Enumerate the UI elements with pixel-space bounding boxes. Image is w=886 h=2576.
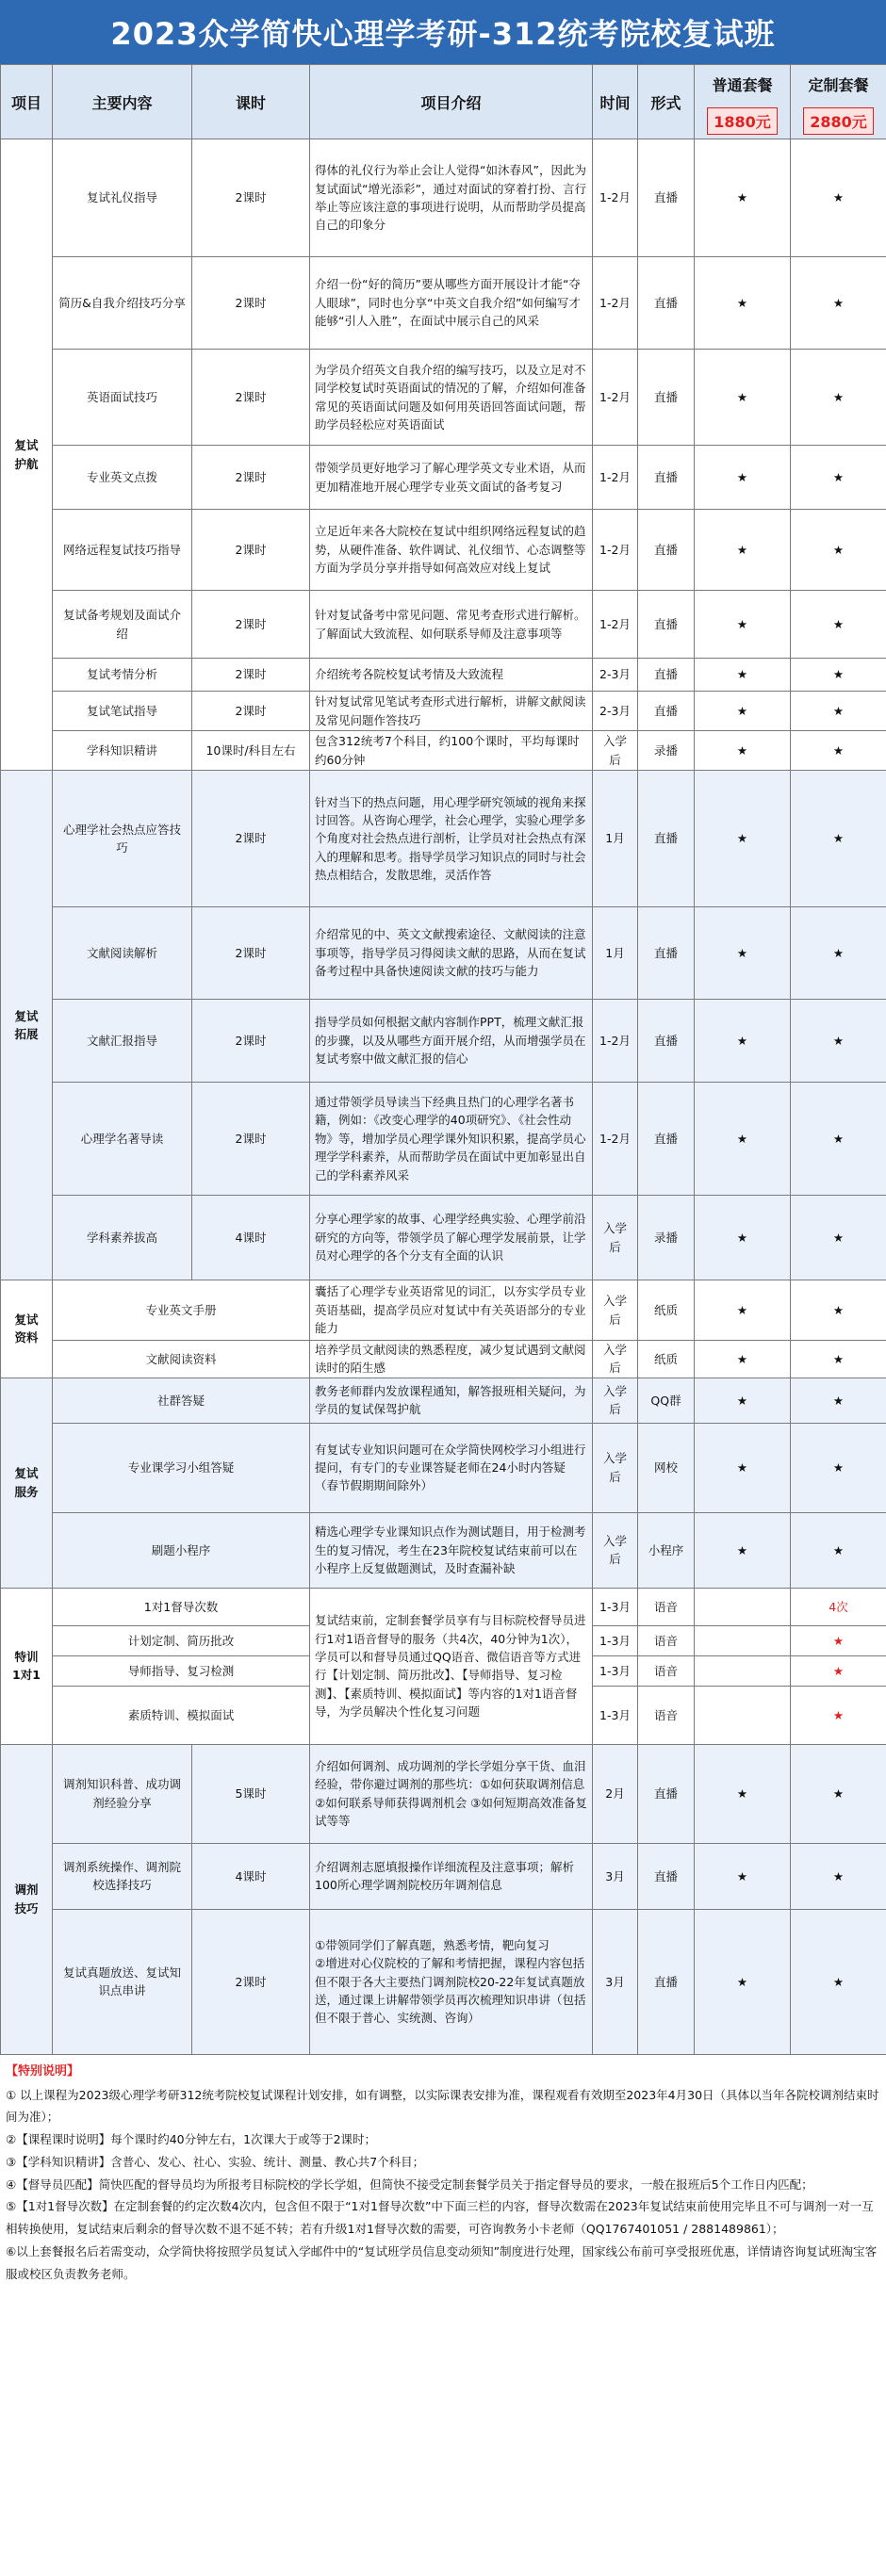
main-content-cell: 社群答疑: [53, 1378, 310, 1423]
intro-cell: 精选心理学专业课知识点作为测试题目，用于检测考生的复习情况，考生在23年院校复试结束前可以在小程序上反复做题测试，及时查漏补缺: [310, 1512, 593, 1588]
intro-cell: 为学员介绍英文自我介绍的编写技巧，以及立足对不同学校复试时英语面试的情况的了解，介绍如何准备常见的英语面试问题及如何用英语回答面试问题，帮助学员轻松应对英语面试: [310, 350, 593, 446]
intro-cell: 包含312统考7个科目，约100个课时，平均每课时约60分钟: [310, 731, 593, 771]
intro-cell: 介绍统考各院校复试考情及大致流程: [310, 659, 593, 692]
normal-package-cell: ★: [695, 771, 791, 907]
form-cell: 网校: [638, 1423, 695, 1512]
form-cell: 直播: [638, 1000, 695, 1083]
main-content-cell: 调剂系统操作、调剂院校选择技巧: [53, 1843, 192, 1909]
time-cell: 入学后: [593, 1341, 638, 1378]
form-cell: QQ群: [638, 1378, 695, 1423]
table-row: [1, 692, 886, 731]
hours-cell: 2课时: [192, 907, 310, 1000]
table-row: [1, 446, 886, 510]
header-hours: 课时: [192, 65, 310, 139]
main-content-cell: 专业英文点拨: [53, 446, 192, 510]
normal-package-cell: ★: [695, 1378, 791, 1423]
intro-cell: 分享心理学家的故事、心理学经典实验、心理学前沿研究的方向等，带领学员了解心理学发展前景，让学员对心理学的各个分支有全面的认识: [310, 1196, 593, 1280]
custom-package-cell: 4次: [791, 1588, 886, 1625]
form-cell: 直播: [638, 257, 695, 350]
intro-cell: 有复试专业知识问题可在众学简快网校学习小组进行提问，有专门的专业课答疑老师在24小时内答疑（春节假期期间除外）: [310, 1423, 593, 1512]
form-cell: 直播: [638, 1744, 695, 1843]
hours-cell: 2课时: [192, 257, 310, 350]
main-content-cell: 英语面试技巧: [53, 350, 192, 446]
form-cell: 直播: [638, 591, 695, 659]
time-cell: 1-2月: [593, 1083, 638, 1196]
time-cell: 入学后: [593, 1196, 638, 1280]
header-form: 形式: [638, 65, 695, 139]
hours-cell: 4课时: [192, 1196, 310, 1280]
main-content-cell: 复试考情分析: [53, 659, 192, 692]
custom-package-cell: ★: [791, 139, 886, 257]
form-cell: 录播: [638, 731, 695, 771]
form-cell: 小程序: [638, 1512, 695, 1588]
custom-package-cell: ★: [791, 350, 886, 446]
main-content-cell: 刷题小程序: [53, 1512, 310, 1588]
table-row: [1, 1000, 886, 1083]
main-content-cell: 复试笔试指导: [53, 692, 192, 731]
table-row: [1, 591, 886, 659]
form-cell: 直播: [638, 1909, 695, 2054]
normal-package-cell: ★: [695, 1196, 791, 1280]
note-item: ③【学科知识精讲】含普心、发心、社心、实验、统计、测量、教心共7个科目；: [6, 2154, 425, 2169]
normal-package-cell: ★: [695, 139, 791, 257]
form-cell: 直播: [638, 510, 695, 591]
custom-package-cell: ★: [791, 1378, 886, 1423]
normal-package-cell: [695, 1625, 791, 1655]
main-content-cell: 心理学名著导读: [53, 1083, 192, 1196]
header-item: 项目: [1, 65, 53, 139]
custom-package-cell: ★: [791, 1625, 886, 1655]
time-cell: 1-3月: [593, 1625, 638, 1655]
form-cell: 语音: [638, 1655, 695, 1686]
main-content-cell: 简历&自我介绍技巧分享: [53, 257, 192, 350]
hours-cell: 2课时: [192, 591, 310, 659]
hours-cell: 2课时: [192, 350, 310, 446]
main-content-cell: 文献阅读解析: [53, 907, 192, 1000]
intro-cell: 介绍调剂志愿填报操作详细流程及注意事项；解析100所心理学调剂院校历年调剂信息: [310, 1843, 593, 1909]
normal-package-cell: [695, 1655, 791, 1686]
intro-cell: 指导学员如何根据文献内容制作PPT，梳理文献汇报的步骤，以及从哪些方面开展介绍，从而增强学员在复试考察中做文献汇报的信心: [310, 1000, 593, 1083]
time-cell: 2-3月: [593, 659, 638, 692]
time-cell: 1-3月: [593, 1588, 638, 1625]
intro-cell: 介绍如何调剂、成功调剂的学长学姐分享干货、血泪经验，带你避过调剂的那些坑：①如何获取调剂信息 ②如何联系导师获得调剂机会 ③如何短期高效准备复试等等: [310, 1744, 593, 1843]
normal-package-cell: ★: [695, 350, 791, 446]
table-row: [1, 907, 886, 1000]
intro-cell: 介绍常见的中、英文文献搜索途径、文献阅读的注意事项等，指导学员习得阅读文献的思路，从而在复试备考过程中具备快速阅读文献的技巧与能力: [310, 907, 593, 1000]
form-cell: 直播: [638, 771, 695, 907]
hours-cell: 2课时: [192, 1083, 310, 1196]
form-cell: 录播: [638, 1196, 695, 1280]
time-cell: 1月: [593, 907, 638, 1000]
main-content-cell: 学科素养拔高: [53, 1196, 192, 1280]
custom-package-cell: ★: [791, 510, 886, 591]
time-cell: 1月: [593, 771, 638, 907]
normal-package-name: 普通套餐: [695, 65, 790, 103]
table-row: [1, 350, 886, 446]
hours-cell: 5课时: [192, 1744, 310, 1843]
notes-heading: 【特别说明】: [6, 2064, 80, 2079]
group-label: 复试 护航: [1, 139, 53, 771]
normal-package-cell: ★: [695, 1423, 791, 1512]
hours-cell: 2课时: [192, 692, 310, 731]
table-row: [1, 731, 886, 771]
form-cell: 直播: [638, 1083, 695, 1196]
header-custom-package: [791, 65, 886, 139]
note-item: ① 以上课程为2023级心理学考研312统考院校复试课程计划安排，如有调整，以实际课表安排为准，课程观看有效期至2023年4月30日（具体以当年各院校调剂结束时间为准）；: [6, 2087, 879, 2125]
main-content-cell: 导师指导、复习检测: [53, 1655, 310, 1686]
main-content-cell: 专业课学习小组答疑: [53, 1423, 310, 1512]
table-row: [1, 510, 886, 591]
group-label: 调剂 技巧: [1, 1744, 53, 2054]
form-cell: 语音: [638, 1588, 695, 1625]
main-content-cell: 文献汇报指导: [53, 1000, 192, 1083]
table-row: [1, 1341, 886, 1378]
custom-package-cell: ★: [791, 771, 886, 907]
intro-cell: 立足近年来各大院校在复试中组织网络远程复试的趋势，从硬件准备、软件调试、礼仪细节、心态调整等方面为学员分享并指导如何高效应对线上复试: [310, 510, 593, 591]
time-cell: 1-2月: [593, 1000, 638, 1083]
intro-cell: 针对复试常见笔试考查形式进行解析，讲解文献阅读及常见问题作答技巧: [310, 692, 593, 731]
normal-package-cell: ★: [695, 1083, 791, 1196]
hours-cell: 2课时: [192, 1909, 310, 2054]
normal-package-cell: ★: [695, 659, 791, 692]
form-cell: 语音: [638, 1625, 695, 1655]
note-item: ②【课程课时说明】每个课时约40分钟左右，1次课大于或等于2课时；: [6, 2132, 377, 2147]
time-cell: 3月: [593, 1909, 638, 2054]
normal-package-cell: ★: [695, 1280, 791, 1341]
custom-package-cell: ★: [791, 1744, 886, 1843]
hours-cell: 2课时: [192, 139, 310, 257]
time-cell: 1-2月: [593, 257, 638, 350]
normal-package-cell: ★: [695, 510, 791, 591]
custom-package-cell: ★: [791, 731, 886, 771]
form-cell: 纸质: [638, 1280, 695, 1341]
hours-cell: 2课时: [192, 659, 310, 692]
form-cell: 纸质: [638, 1341, 695, 1378]
custom-package-cell: ★: [791, 257, 886, 350]
custom-package-cell: ★: [791, 1083, 886, 1196]
normal-package-cell: ★: [695, 1843, 791, 1909]
table-row: [1, 1512, 886, 1588]
time-cell: 3月: [593, 1843, 638, 1909]
custom-package-cell: ★: [791, 1686, 886, 1744]
intro-cell: 培养学员文献阅读的熟悉程度，减少复试遇到文献阅读时的陌生感: [310, 1341, 593, 1378]
table-row: [1, 1843, 886, 1909]
table-row: [1, 1196, 886, 1280]
intro-cell: 囊括了心理学专业英语常见的词汇，以夯实学员专业英语基础，提高学员应对复试中有关英语部分的专业能力: [310, 1280, 593, 1341]
main-content-cell: 复试礼仪指导: [53, 139, 192, 257]
header-main-content: 主要内容: [53, 65, 192, 139]
group-label: 复试 资料: [1, 1280, 53, 1378]
page-title: 2023众学简快心理学考研-312统考院校复试班: [0, 0, 886, 64]
intro-cell: ①带领同学们了解真题，熟悉考情，靶向复习 ②增进对心仪院校的了解和考情把握，课程内容包括但不限于各大主要热门调剂院校20-22年复试真题放送，通过课上讲解带领学员再次梳理知识串讲（包括但不限于普心、实统测、咨询）: [310, 1909, 593, 2054]
form-cell: 直播: [638, 350, 695, 446]
main-content-cell: 计划定制、简历批改: [53, 1625, 310, 1655]
custom-package-cell: ★: [791, 1196, 886, 1280]
time-cell: 入学后: [593, 1280, 638, 1341]
hours-cell: 2课时: [192, 771, 310, 907]
normal-package-cell: [695, 1588, 791, 1625]
note-item: ⑥以上套餐报名后若需变动，众学简快将按照学员复试入学邮件中的“复试班学员信息变动须知”制度进行处理，国家线公布前可享受报班优惠，详情请咨询复试班淘宝客服或校区负责教务老师。: [6, 2243, 878, 2281]
custom-package-cell: ★: [791, 1341, 886, 1378]
table-row: [1, 1423, 886, 1512]
normal-package-cell: ★: [695, 1744, 791, 1843]
intro-cell: 复试结束前，定制套餐学员享有与目标院校督导员进行1对1语音督导的服务（共4次，40分钟为1次），学员可以和督导员通过QQ语音、微信语音等方式进行【计划定制、简历批改】、【导师指导、复习检测】、【素质特训、模拟面试】等内容的1对1语音督导，为学员解决个性化复习问题: [310, 1588, 593, 1744]
time-cell: 1-3月: [593, 1655, 638, 1686]
form-cell: 直播: [638, 1843, 695, 1909]
table-row: [1, 1588, 886, 1625]
group-label: 特训 1对1: [1, 1588, 53, 1744]
time-cell: 1-2月: [593, 510, 638, 591]
intro-cell: 通过带领学员导读当下经典且热门的心理学名著书籍，例如：《改变心理学的40项研究》、《社会性动物》等，增加学员心理学课外知识积累，提高学员心理学学科素养，从而帮助学员在面试中更加彰显出自己的学科素养风采: [310, 1083, 593, 1196]
time-cell: 2月: [593, 1744, 638, 1843]
main-content-cell: 1对1督导次数: [53, 1588, 310, 1625]
normal-package-cell: ★: [695, 1512, 791, 1588]
main-content-cell: 心理学社会热点应答技巧: [53, 771, 192, 907]
course-table: [0, 64, 886, 2055]
custom-package-cell: ★: [791, 1000, 886, 1083]
normal-package-cell: [695, 1686, 791, 1744]
form-cell: 直播: [638, 139, 695, 257]
custom-package-cell: ★: [791, 1280, 886, 1341]
time-cell: 入学后: [593, 1423, 638, 1512]
table-row: [1, 1744, 886, 1843]
table-row: [1, 1083, 886, 1196]
hours-cell: 2课时: [192, 446, 310, 510]
main-content-cell: 素质特训、模拟面试: [53, 1686, 310, 1744]
time-cell: 1-2月: [593, 591, 638, 659]
main-content-cell: 复试备考规划及面试介绍: [53, 591, 192, 659]
table-row: [1, 1280, 886, 1341]
table-row: [1, 1378, 886, 1423]
note-item: ④【督导员匹配】简快匹配的督导员均为所报考目标院校的学长学姐，但简快不接受定制套餐学员关于指定督导员的要求，一般在报班后5个工作日内匹配；: [6, 2177, 813, 2192]
time-cell: 入学后: [593, 1512, 638, 1588]
time-cell: 1-3月: [593, 1686, 638, 1744]
custom-package-cell: ★: [791, 1655, 886, 1686]
main-content-cell: 文献阅读资料: [53, 1341, 310, 1378]
normal-package-cell: ★: [695, 692, 791, 731]
time-cell: 1-2月: [593, 139, 638, 257]
custom-package-cell: ★: [791, 692, 886, 731]
form-cell: 直播: [638, 659, 695, 692]
special-notes: [0, 2055, 886, 2285]
table-row: [1, 771, 886, 907]
custom-package-cell: ★: [791, 591, 886, 659]
table-row: [1, 1909, 886, 2054]
intro-cell: 带领学员更好地学习了解心理学英文专业术语，从而更加精准地开展心理学专业英文面试的备考复习: [310, 446, 593, 510]
main-content-cell: 专业英文手册: [53, 1280, 310, 1341]
intro-cell: 针对复试备考中常见问题、常见考查形式进行解析。了解面试大致流程、如何联系导师及注意事项等: [310, 591, 593, 659]
note-item: ⑤【1对1督导次数】在定制套餐的约定次数4次内，包含但不限于“1对1督导次数”中下面三栏的内容，督导次数需在2023年复试结束前使用完毕且不可与调剂一对一互相转换使用，复试结束后剩余的督导次数不退不延不转；若有升级1对1督导次数的需要，可咨询教务小卡老师（QQ1767401051 / 2881489861）；: [6, 2199, 874, 2237]
hours-cell: 2课时: [192, 510, 310, 591]
custom-package-cell: ★: [791, 1423, 886, 1512]
table-row: [1, 659, 886, 692]
main-content-cell: 学科知识精讲: [53, 731, 192, 771]
header-normal-package: [695, 65, 791, 139]
hours-cell: 10课时/科目左右: [192, 731, 310, 771]
custom-package-cell: ★: [791, 1843, 886, 1909]
form-cell: 直播: [638, 907, 695, 1000]
custom-package-name: 定制套餐: [791, 65, 886, 103]
main-content-cell: 调剂知识科普、成功调剂经验分享: [53, 1744, 192, 1843]
time-cell: 2-3月: [593, 692, 638, 731]
intro-cell: 介绍一份“好的简历”要从哪些方面开展设计才能“夺人眼球”，同时也分享“中英文自我介绍”如何编写才能够“引人入胜”，在面试中展示自己的风采: [310, 257, 593, 350]
time-cell: 入学后: [593, 731, 638, 771]
time-cell: 1-2月: [593, 350, 638, 446]
normal-package-cell: ★: [695, 907, 791, 1000]
header-time: 时间: [593, 65, 638, 139]
form-cell: 语音: [638, 1686, 695, 1744]
custom-package-cell: ★: [791, 446, 886, 510]
form-cell: 直播: [638, 692, 695, 731]
intro-cell: 针对当下的热点问题，用心理学研究领域的视角来探讨回答。从咨询心理学，社会心理学，实验心理学多个角度对社会热点进行剖析，让学员对社会热点有深入的理解和思考。指导学员学习知识点的同时与社会热点相结合，发散思维，灵活作答: [310, 771, 593, 907]
group-label: 复试 服务: [1, 1378, 53, 1588]
form-cell: 直播: [638, 446, 695, 510]
table-row: [1, 257, 886, 350]
custom-package-cell: ★: [791, 659, 886, 692]
normal-package-cell: ★: [695, 1341, 791, 1378]
time-cell: 入学后: [593, 1378, 638, 1423]
hours-cell: 4课时: [192, 1843, 310, 1909]
table-row: [1, 139, 886, 257]
normal-package-cell: ★: [695, 446, 791, 510]
header-intro: 项目介绍: [310, 65, 593, 139]
intro-cell: 得体的礼仪行为举止会让人觉得“如沐春风”，因此为复试面试“增光添彩”，通过对面试的穿着打扮、言行举止等应该注意的事项进行说明，从而帮助学员提高自己的印象分: [310, 139, 593, 257]
custom-package-cell: ★: [791, 1909, 886, 2054]
main-content-cell: 网络远程复试技巧指导: [53, 510, 192, 591]
normal-package-cell: ★: [695, 1000, 791, 1083]
normal-package-cell: ★: [695, 591, 791, 659]
normal-package-price: 1880元: [707, 107, 778, 135]
normal-package-cell: ★: [695, 257, 791, 350]
custom-package-price: 2880元: [803, 107, 874, 135]
custom-package-cell: ★: [791, 907, 886, 1000]
normal-package-cell: ★: [695, 1909, 791, 2054]
hours-cell: 2课时: [192, 1000, 310, 1083]
intro-cell: 教务老师群内发放课程通知，解答报班相关疑问，为学员的复试保驾护航: [310, 1378, 593, 1423]
time-cell: 1-2月: [593, 446, 638, 510]
normal-package-cell: ★: [695, 731, 791, 771]
custom-package-cell: ★: [791, 1512, 886, 1588]
main-content-cell: 复试真题放送、复试知识点串讲: [53, 1909, 192, 2054]
group-label: 复试 拓展: [1, 771, 53, 1280]
